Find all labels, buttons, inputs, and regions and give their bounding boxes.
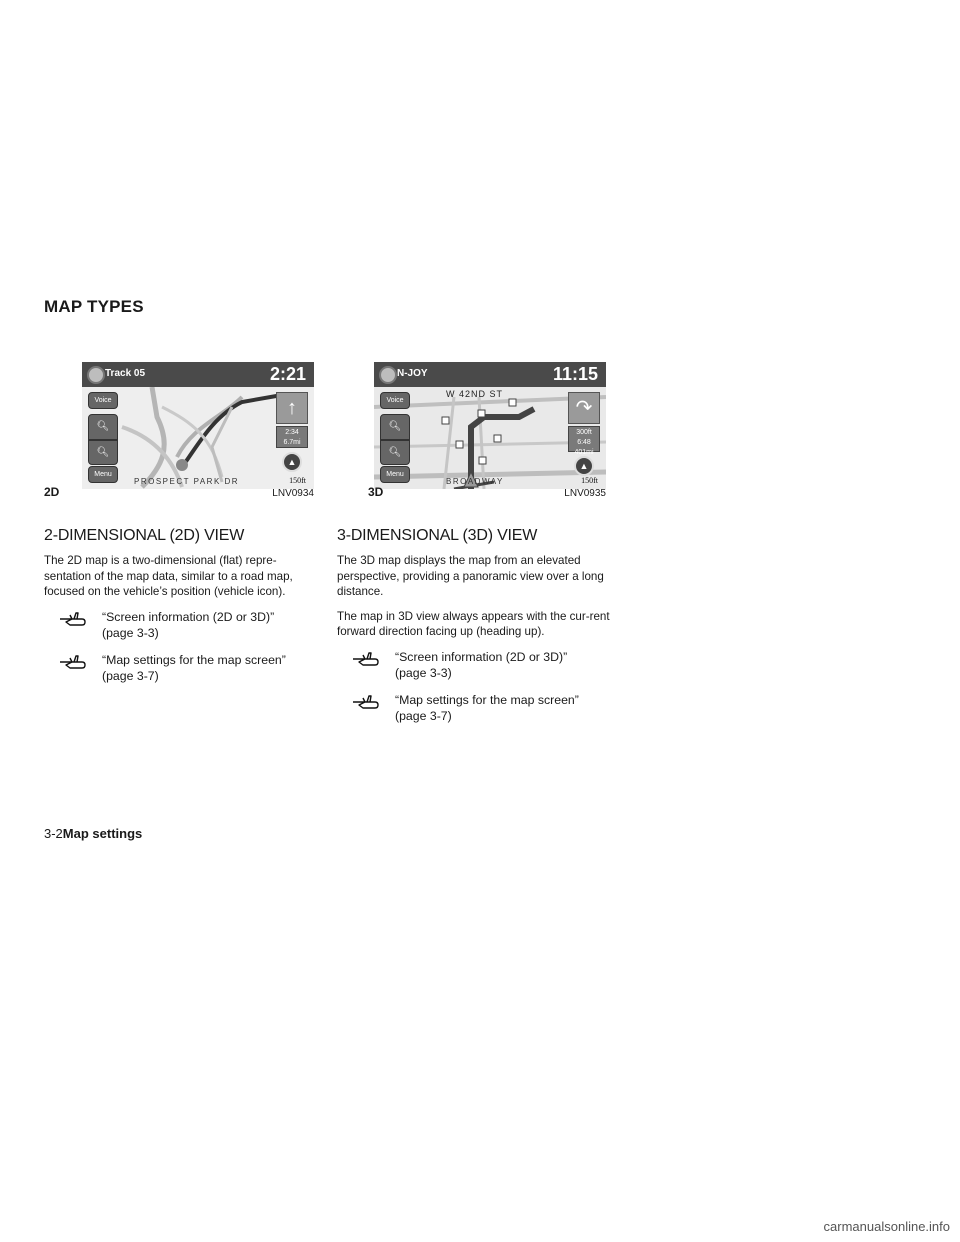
page-footer <box>44 826 142 841</box>
cross-reference <box>337 649 613 682</box>
distance-box <box>568 426 600 456</box>
street-name: BROADWAY <box>446 477 504 486</box>
straight-arrow-icon: ↑ <box>276 392 308 424</box>
menu-button[interactable]: Menu <box>380 466 410 483</box>
remaining-time: 2:34 <box>285 429 299 436</box>
column-2d <box>44 527 320 695</box>
figure-code: LNV0934 <box>272 488 314 499</box>
figure-label: 3D <box>368 485 384 499</box>
figure-label: 2D <box>44 485 60 499</box>
paragraph: The map in 3D view always appears with the cur-rent forward direction facing up (heading up). <box>337 609 610 638</box>
disc-icon <box>87 366 105 384</box>
reference-page: (page 3-3) <box>102 626 159 640</box>
street-name: PROSPECT PARK DR <box>134 477 240 486</box>
figure-code: LNV0935 <box>564 488 606 499</box>
figure-3d <box>368 362 606 499</box>
reference-page: (page 3-7) <box>395 709 452 723</box>
zoom-out-icon[interactable]: 🔍︎ <box>380 440 410 465</box>
cross-reference <box>44 609 320 642</box>
status-bar <box>82 362 314 387</box>
voice-button[interactable]: Voice <box>88 392 118 409</box>
turn-distance: 300ft <box>576 429 592 436</box>
pointing-hand-icon <box>351 649 381 669</box>
status-bar <box>374 362 606 387</box>
pointing-hand-icon <box>58 652 88 672</box>
voice-button[interactable]: Voice <box>380 392 410 409</box>
reference-page: (page 3-7) <box>102 669 159 683</box>
disc-icon <box>379 366 397 384</box>
cross-reference <box>44 652 320 685</box>
paragraph: The 3D map displays the map from an elevated perspective, providing a panoramic view over a long distance. <box>337 554 604 598</box>
track-title: Track 05 <box>105 368 146 379</box>
reference-page: (page 3-3) <box>395 666 452 680</box>
zoom-in-icon[interactable]: 🔍︎ <box>88 414 118 440</box>
current-street: W 42ND ST <box>446 389 504 399</box>
clock: 11:15 <box>552 364 598 384</box>
reference-title: “Map settings for the map screen” <box>102 652 286 667</box>
paragraph: The 2D map is a two-dimensional (flat) repre-sentation of the map data, similar to a road map, focused on the vehicle’s position (vehicle icon). <box>44 554 293 598</box>
map-scale: 150ft <box>581 476 598 485</box>
remaining-distance: 401mi <box>574 449 594 456</box>
map-scale: 150ft <box>289 476 306 485</box>
zoom-out-icon[interactable]: 🔍︎ <box>88 440 118 465</box>
menu-button[interactable]: Menu <box>88 466 118 483</box>
map-screen-3d <box>374 362 606 489</box>
heading-3d-view: 3-DIMENSIONAL (3D) VIEW <box>337 527 538 544</box>
figure-2d <box>44 362 314 499</box>
cross-reference <box>337 692 613 725</box>
section-title: MAP TYPES <box>44 297 144 316</box>
zoom-in-icon[interactable]: 🔍︎ <box>380 414 410 440</box>
reference-title: “Screen information (2D or 3D)” <box>395 649 568 664</box>
column-3d <box>337 527 613 735</box>
turn-right-arrow-icon: ↷ <box>568 392 600 424</box>
reference-title: “Map settings for the map screen” <box>395 692 579 707</box>
heading-2d-view: 2-DIMENSIONAL (2D) VIEW <box>44 527 245 544</box>
map-screen-2d <box>82 362 314 489</box>
page-number: 3-2 <box>44 826 63 841</box>
reference-title: “Screen information (2D or 3D)” <box>102 609 275 624</box>
compass-icon[interactable]: ▲ <box>282 452 302 472</box>
pointing-hand-icon <box>58 609 88 629</box>
chapter-title: Map settings <box>62 826 143 841</box>
track-title: N-JOY <box>397 368 428 379</box>
remaining-time: 6:48 <box>577 439 591 446</box>
remaining-distance: 6.7mi <box>283 439 301 446</box>
compass-icon[interactable]: ▲ <box>574 456 594 476</box>
watermark: carmanualsonline.info <box>823 1219 950 1234</box>
distance-box <box>276 426 308 448</box>
pointing-hand-icon <box>351 692 381 712</box>
clock: 2:21 <box>269 364 306 384</box>
